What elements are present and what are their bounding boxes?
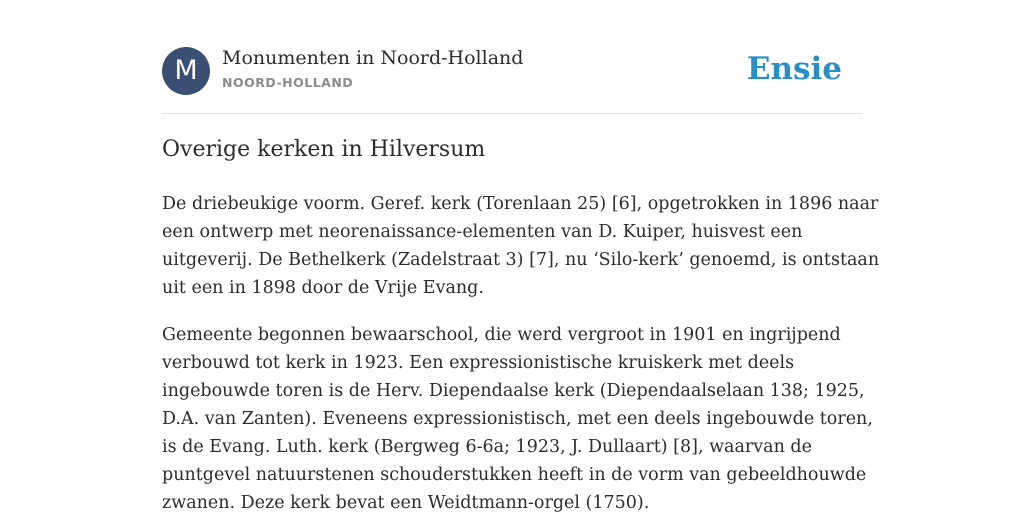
paragraph-line: verbouwd tot kerk in 1923. Een expressionistische kruiskerk met deels — [162, 353, 795, 373]
header-divider — [162, 113, 862, 114]
paragraph-line: De driebeukige voorm. Geref. kerk (Torenlaan 25) [6], opgetrokken in 1896 naar — [162, 194, 879, 214]
article-title: Overige kerken in Hilversum — [162, 137, 486, 162]
paragraph-line: zwanen. Deze kerk bevat een Weidtmann-orgel (1750). — [162, 493, 650, 512]
article-paragraph — [162, 321, 873, 512]
paragraph-line: uitgeverij. De Bethelkerk (Zadelstraat 3) [7], nu ‘Silo-kerk’ genoemd, is ontstaan — [162, 250, 880, 270]
avatar[interactable]: M — [162, 47, 210, 95]
paragraph-line: D.A. van Zanten). Eveneens expressionistisch, met een deels ingebouwde toren, — [162, 409, 873, 429]
article-paragraph — [162, 190, 880, 302]
ensie-logo-link[interactable]: Ensie — [746, 51, 842, 87]
paragraph-line: puntgevel natuurstenen schouderstukken heeft in de vorm van gebeeldhouwde — [162, 465, 867, 485]
paragraph-line: is de Evang. Luth. kerk (Bergweg 6-6a; 1923, J. Dullaart) [8], waarvan de — [162, 437, 812, 457]
paragraph-line: een ontwerp met neorenaissance-elementen van D. Kuiper, huisvest een — [162, 222, 803, 242]
source-name-link[interactable]: Monumenten in Noord-Holland — [222, 47, 524, 69]
paragraph-line: Gemeente begonnen bewaarschool, die werd vergroot in 1901 en ingrijpend — [162, 325, 841, 345]
source-region-label: NOORD-HOLLAND — [222, 75, 354, 90]
source-header — [162, 47, 862, 95]
paragraph-line: ingebouwde toren is de Herv. Diependaalse kerk (Diependaalselaan 138; 1925, — [162, 381, 865, 401]
paragraph-line: uit een in 1898 door de Vrije Evang. — [162, 278, 484, 298]
